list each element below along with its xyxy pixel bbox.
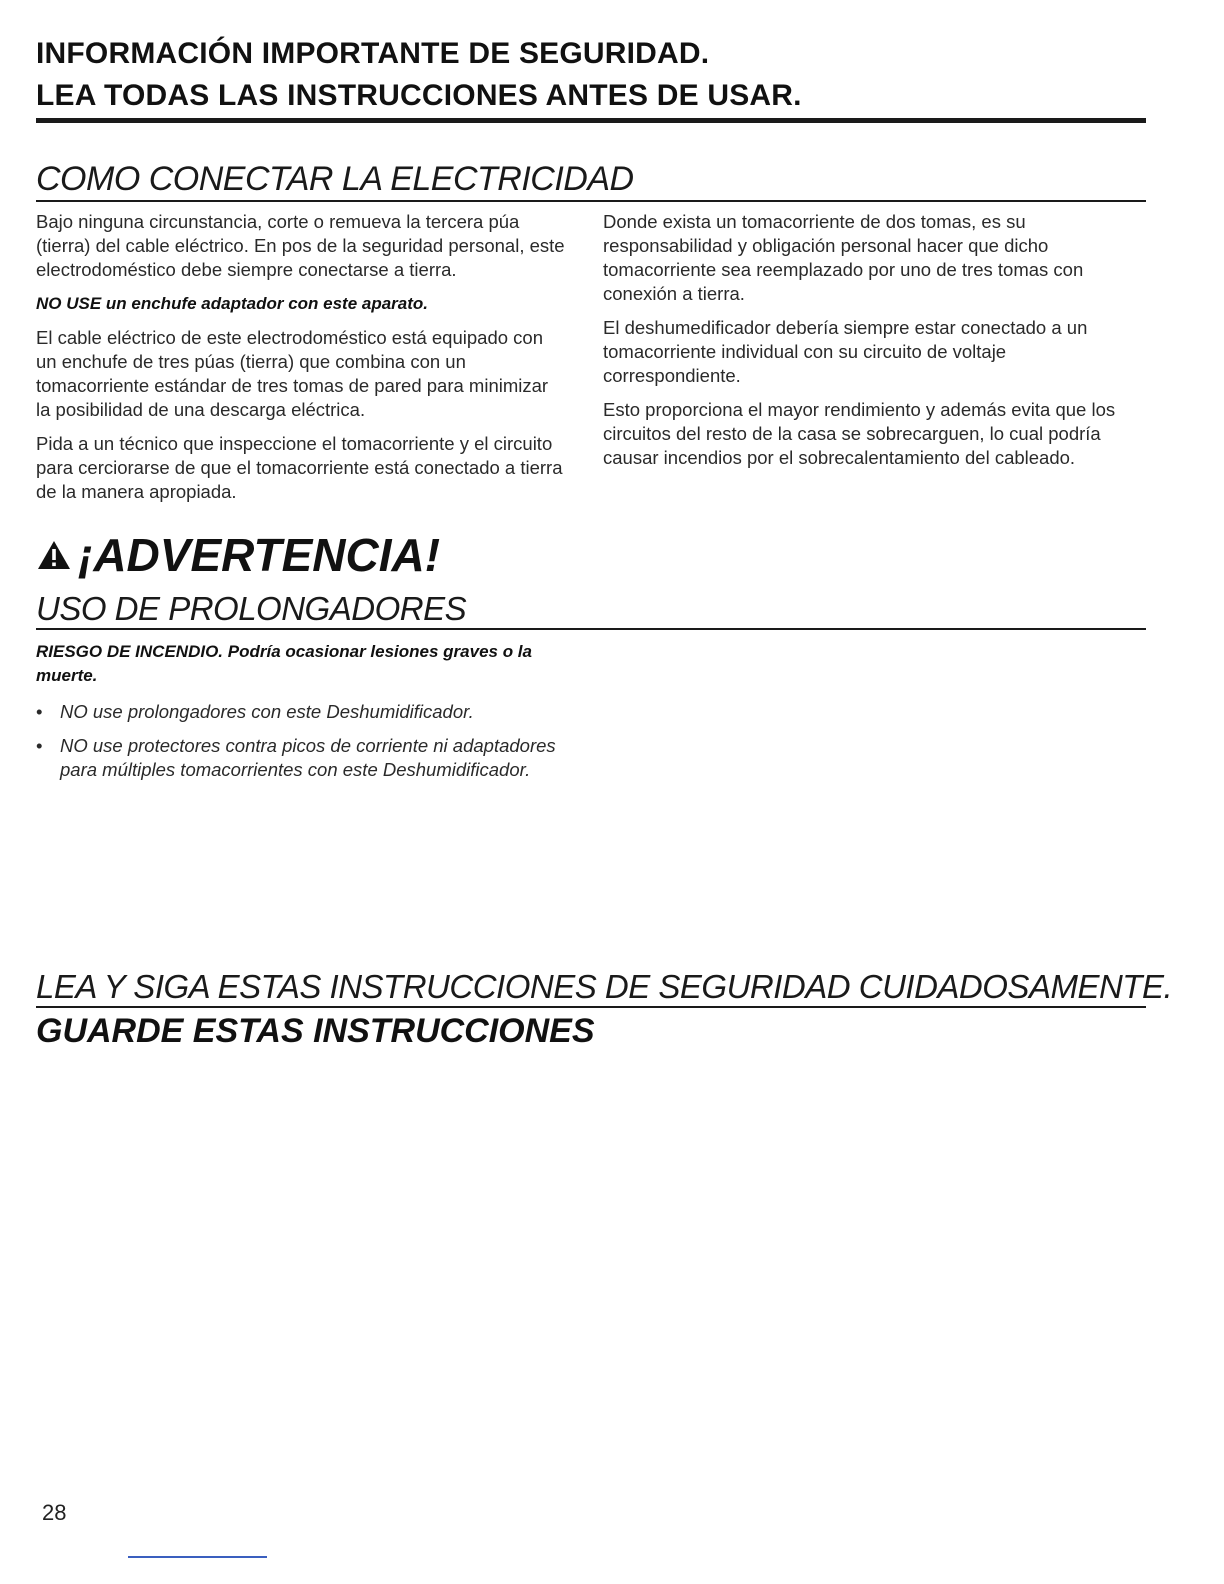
electric-right-p2: El deshumedificador debería siempre estar conectado a un tomacorriente individual con su circuito de voltaje correspondiente. [603, 317, 1088, 386]
bullet-dot-icon: • [36, 735, 43, 756]
read-follow-instructions: LEA Y SIGA ESTAS INSTRUCCIONES DE SEGURIDAD CUIDADOSAMENTE. [36, 968, 1173, 1005]
electric-right-p1: Donde exista un tomacorriente de dos tomas, es su responsabilidad y obligación personal hacer que dicho tomacorriente sea reemplazado por uno de tres tomas con conexión a tierra. [603, 211, 1084, 304]
warning-body [36, 640, 596, 792]
header-line-1: INFORMACIÓN IMPORTANTE DE SEGURIDAD. [36, 37, 710, 70]
warning-subtitle: USO DE PROLONGADORES [36, 590, 467, 627]
header-line-2: LEA TODAS LAS INSTRUCCIONES ANTES DE USAR. [36, 79, 802, 112]
electric-right-p3: Esto proporciona el mayor rendimiento y además evita que los circuitos del resto de la casa se sobrecarguen, lo cual podría causar incendios por el sobrecalentamiento del cableado. [603, 399, 1116, 468]
warning-risk: RIESGO DE INCENDIO. Podría ocasionar lesiones graves o la muerte. [36, 642, 532, 685]
closing-rule [36, 1006, 1146, 1008]
warning-bullet-list [36, 700, 596, 782]
electric-right-column [603, 210, 1133, 480]
warning-bullet: • NO use prolongadores con este Deshumidificador. [36, 701, 474, 722]
warning-triangle-icon [36, 539, 72, 571]
section-title-electric: COMO CONECTAR LA ELECTRICIDAD [36, 160, 634, 198]
bullet-dot-icon: • [36, 701, 43, 722]
electric-left-emphasis: NO USE un enchufe adaptador con este aparato. [36, 294, 429, 313]
electric-left-p2: El cable eléctrico de este electrodoméstico está equipado con un enchufe de tres púas (tierra) que combina con un tomacorriente estándar de tres tomas de pared para minimizar la posibilidad de una descarga eléctrica. [36, 327, 549, 420]
warning-title: ¡ADVERTENCIA! [78, 529, 441, 581]
electric-left-column [36, 210, 566, 514]
warning-bullet: • NO use protectores contra picos de corriente ni adaptadores para múltiples tomacorrientes con este Deshumidificador. [36, 735, 556, 780]
footer-rule [128, 1556, 267, 1558]
electric-left-p3: Pida a un técnico que inspeccione el tomacorriente y el circuito para cerciorarse de que el tomacorriente está conectado a tierra de la manera apropiada. [36, 433, 563, 502]
page-number: 28 [42, 1500, 67, 1525]
warning-heading [36, 528, 440, 582]
header-rule [36, 118, 1146, 123]
warning-rule [36, 628, 1146, 630]
section-rule-electric [36, 200, 1146, 202]
electric-left-p1: Bajo ninguna circunstancia, corte o remueva la tercera púa (tierra) del cable eléctrico. En pos de la seguridad personal, este electrodoméstico debe siempre conectarse a tierra. [36, 211, 565, 280]
save-instructions: GUARDE ESTAS INSTRUCCIONES [36, 1012, 595, 1050]
